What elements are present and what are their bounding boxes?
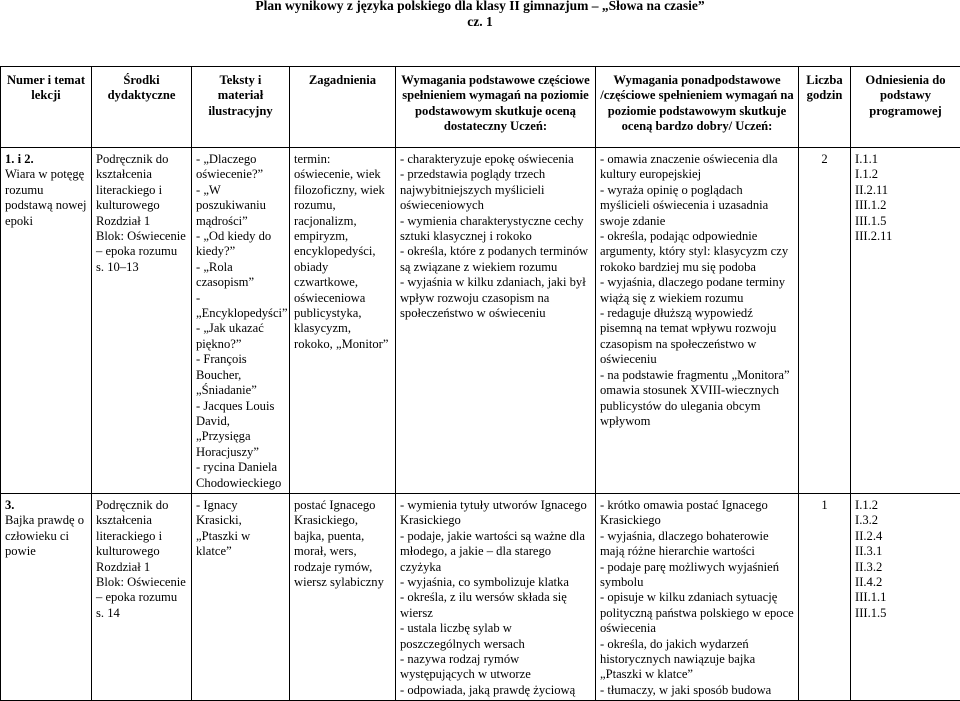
means-line: Rozdział 1	[96, 214, 187, 229]
requirement-item: - omawia znaczenie oświecenia dla kultury europejskiej	[600, 152, 794, 183]
means-line: Podręcznik do kształcenia literackiego i kulturowego	[96, 498, 187, 560]
column-header: Odniesienia do podstawy programowej	[851, 67, 960, 148]
advanced-requirements-cell	[596, 148, 799, 494]
hours-cell: 2	[799, 148, 851, 494]
means-line: Blok: Oświecenie – epoka rozumu	[96, 575, 187, 606]
requirement-item: - wyjaśnia w kilku zdaniach, jaki był wpływ rozwoju czasopism na społeczeństwo w oświeceniu	[400, 275, 591, 321]
means-cell	[92, 493, 192, 700]
ref-item: II.4.2	[855, 575, 956, 590]
column-header: Środki dydaktyczne	[92, 67, 192, 148]
means-line: s. 14	[96, 606, 187, 621]
ref-item: I.1.2	[855, 498, 956, 513]
requirement-item: - wyraża opinię o poglądach myślicieli oświecenia i uzasadnia swoje zdanie	[600, 183, 794, 229]
refs-cell	[851, 493, 960, 700]
refs-cell	[851, 148, 960, 494]
topics-cell: termin: oświecenie, wiek filozoficzny, wiek rozumu, racjonalizm, empiryzm, encyklopedyści, obiady czwartkowe, oświeceniowa publicystyka, klasycyzm, rokoko, „Monitor”	[290, 148, 396, 494]
requirement-item: - tłumaczy, w jaki sposób budowa	[600, 683, 794, 698]
text-item: - „W poszukiwaniu mądrości”	[196, 183, 285, 229]
lesson-number: 1. i 2.	[5, 152, 87, 167]
title-line-2: cz. 1	[0, 14, 960, 30]
requirement-item: - określa, do jakich wydarzeń historycznych nawiązuje bajka „Ptaszki w klatce”	[600, 637, 794, 683]
column-header: Wymagania ponadpodstawowe /częściowe spełnieniem wymagań na poziomie podstawowym skutkuje oceną bardzo dobry/ Uczeń:	[596, 67, 799, 148]
means-line: Blok: Oświecenie – epoka rozumu	[96, 229, 187, 260]
column-header: Numer i temat lekcji	[1, 67, 92, 148]
ref-item: II.3.2	[855, 560, 956, 575]
text-item: - Ignacy Krasicki, „Ptaszki w klatce”	[196, 498, 285, 560]
text-item: - „Jak ukazać piękno?”	[196, 321, 285, 352]
requirement-item: - podaje, jakie wartości są ważne dla młodego, a jakie – dla starego czyżyka	[400, 529, 591, 575]
title-line-1: Plan wynikowy z języka polskiego dla klasy II gimnazjum – „Słowa na czasie”	[0, 0, 960, 14]
ref-item: I.3.2	[855, 513, 956, 528]
lesson-topic: Wiara w potęgę rozumu podstawą nowej epoki	[5, 167, 87, 229]
topics-cell: postać Ignacego Krasickiego, bajka, puenta, morał, wers, rodzaje rymów, wiersz sylabiczny	[290, 493, 396, 700]
text-item: - „Rola czasopism”	[196, 260, 285, 291]
basic-requirements-cell	[396, 493, 596, 700]
means-line: s. 10–13	[96, 260, 187, 275]
texts-cell	[192, 148, 290, 494]
requirement-item: - ustala liczbę sylab w poszczególnych wersach	[400, 621, 591, 652]
column-header: Zagadnienia	[290, 67, 396, 148]
ref-item: III.1.2	[855, 198, 956, 213]
text-item: - rycina Daniela Chodowieckiego	[196, 460, 285, 491]
hours-cell: 1	[799, 493, 851, 700]
text-item: - „Dlaczego oświecenie?”	[196, 152, 285, 183]
lesson-plan-table	[0, 66, 960, 701]
requirement-item: - opisuje w kilku zdaniach sytuację polityczną państwa polskiego w epoce oświecenia	[600, 590, 794, 636]
text-item: - François Boucher, „Śniadanie”	[196, 352, 285, 398]
requirement-item: - krótko omawia postać Ignacego Krasickiego	[600, 498, 794, 529]
requirement-item: - określa, z ilu wersów składa się wiersz	[400, 590, 591, 621]
requirement-item: - wymienia charakterystyczne cechy sztuki klasycznej i rokoko	[400, 214, 591, 245]
advanced-requirements-cell	[596, 493, 799, 700]
means-line: Rozdział 1	[96, 560, 187, 575]
table-row	[1, 493, 960, 700]
requirement-item: - wyjaśnia, dlaczego bohaterowie mają różne hierarchie wartości	[600, 529, 794, 560]
ref-item: III.1.1	[855, 590, 956, 605]
means-cell	[92, 148, 192, 494]
lesson-topic: Bajka prawdę o człowieku ci powie	[5, 513, 87, 559]
text-item: - „Od kiedy do kiedy?”	[196, 229, 285, 260]
requirement-item: - wyjaśnia, co symbolizuje klatka	[400, 575, 591, 590]
column-header: Wymagania podstawowe częściowe spełnieniem wymagań na poziomie podstawowym skutkuje oceną dostateczny Uczeń:	[396, 67, 596, 148]
ref-item: I.1.1	[855, 152, 956, 167]
ref-item: I.1.2	[855, 167, 956, 182]
ref-item: III.1.5	[855, 214, 956, 229]
requirement-item: - określa, podając odpowiednie argumenty, który styl: klasycyzm czy rokoko bardziej mu się podoba	[600, 229, 794, 275]
ref-item: III.1.5	[855, 606, 956, 621]
ref-item: III.2.11	[855, 229, 956, 244]
lesson-cell	[1, 148, 92, 494]
requirement-item: - charakteryzuje epokę oświecenia	[400, 152, 591, 167]
texts-cell	[192, 493, 290, 700]
requirement-item: - przedstawia poglądy trzech najwybitniejszych myślicieli oświeceniowych	[400, 167, 591, 213]
lesson-number: 3.	[5, 498, 87, 513]
text-item: - „Encyklopedyści”	[196, 291, 285, 322]
table-header-row	[1, 67, 960, 148]
means-line: Podręcznik do kształcenia literackiego i kulturowego	[96, 152, 187, 214]
ref-item: II.2.11	[855, 183, 956, 198]
requirement-item: - redaguje dłuższą wypowiedź pisemną na temat wpływu rozwoju czasopism na społeczeństwo w oświeceniu	[600, 306, 794, 368]
requirement-item: - wymienia tytuły utworów Ignacego Krasickiego	[400, 498, 591, 529]
requirement-item: - wyjaśnia, dlaczego podane terminy wiążą się z wiekiem rozumu	[600, 275, 794, 306]
ref-item: II.2.4	[855, 529, 956, 544]
ref-item: II.3.1	[855, 544, 956, 559]
lesson-cell	[1, 493, 92, 700]
basic-requirements-cell	[396, 148, 596, 494]
requirement-item: - odpowiada, jaką prawdę życiową	[400, 683, 591, 698]
text-item: - Jacques Louis David, „Przysięga Horacjuszy”	[196, 399, 285, 461]
column-header: Teksty i materiał ilustracyjny	[192, 67, 290, 148]
requirement-item: - na podstawie fragmentu „Monitora” omawia stosunek XVIII-wiecznych publicystów do ulegania obcym wpływom	[600, 368, 794, 430]
requirement-item: - podaje parę możliwych wyjaśnień symbolu	[600, 560, 794, 591]
requirement-item: - określa, które z podanych terminów są związane z wiekiem rozumu	[400, 244, 591, 275]
requirement-item: - nazywa rodzaj rymów występujących w utworze	[400, 652, 591, 683]
table-row	[1, 148, 960, 494]
column-header: Liczba godzin	[799, 67, 851, 148]
